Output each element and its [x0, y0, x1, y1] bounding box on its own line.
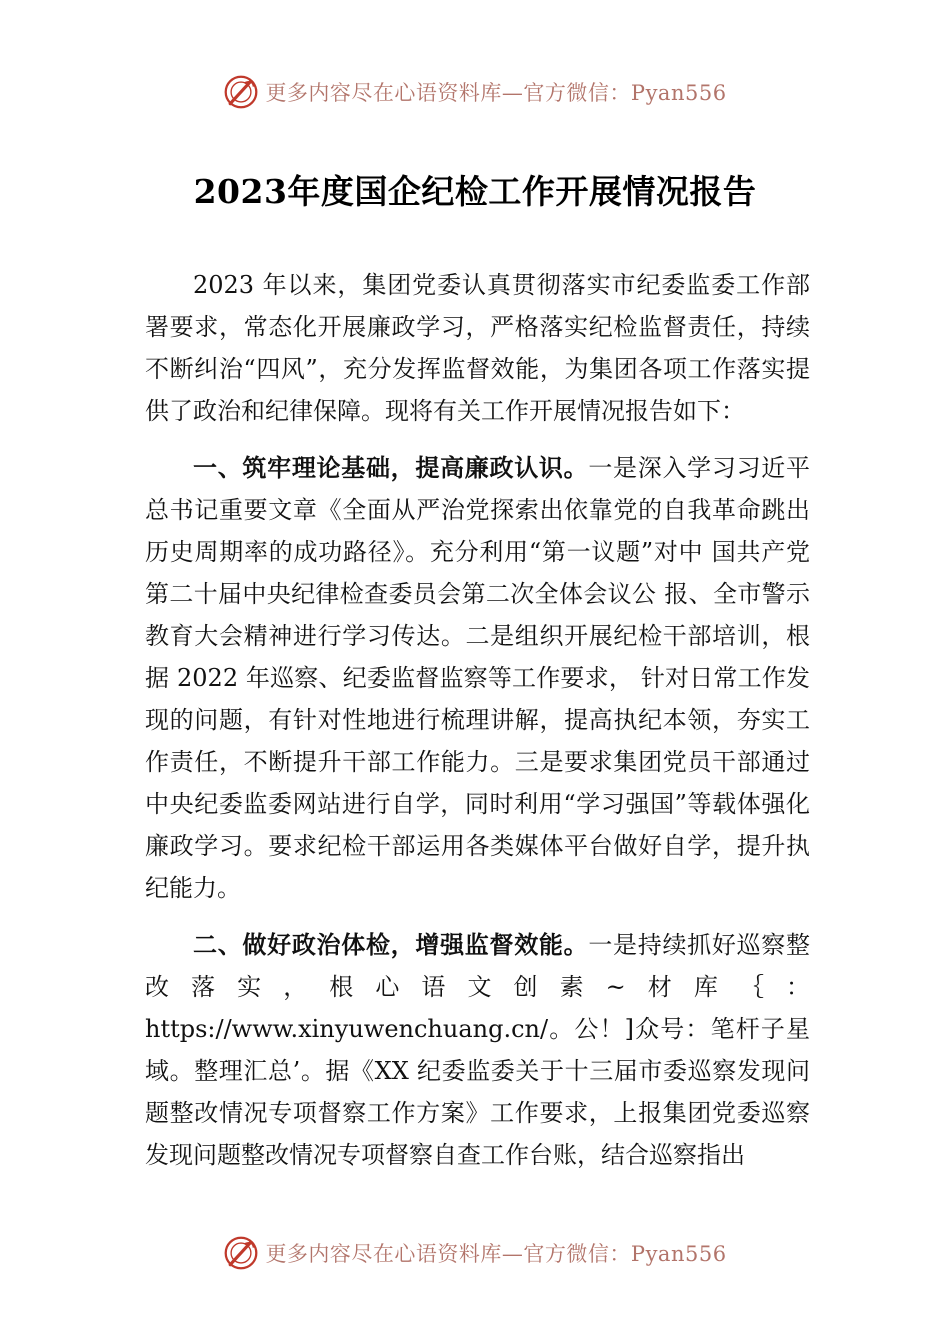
paragraph-section-1 [145, 447, 810, 909]
section-heading: 二、做好政治体检，增强监督效能。 [193, 931, 589, 959]
section-heading: 一、筑牢理论基础，提高廉政认识。 [193, 454, 589, 482]
banner-text: 更多内容尽在心语资料库—官方微信：Pyan556 [265, 1242, 727, 1266]
document-body [145, 264, 810, 1176]
header-banner [0, 70, 950, 114]
paragraph-section-2 [145, 924, 810, 1176]
logo-icon [223, 74, 259, 110]
document-title: 2023年度国企纪检工作开展情况报告 [193, 172, 757, 211]
paragraph-text: 2023 年以来，集团党委认真贯彻落实市纪委监委工作部署要求，常态化开展廉政学习，严格落实纪检监督责任，持续不断纠治“四风”，充分发挥监督效能，为集团各项工作落实提供了政治和纪律保障。现将有关工作开展情况报告如下： [145, 271, 810, 425]
logo-icon [223, 1235, 259, 1271]
paragraph-text: 一是深入学习习近平总书记重要文章《全面从严治党探索出依靠党的自我革命跳出历史周期率的成功路径》。充分利用“第一议题”对中 国共产党第二十届中央纪律检查委员会第二次全体会议公 报、全市警示教育大会精神进行学习传达。二是组织开展纪检干部培训，根据 2022 年巡察、纪委监督监察等工作要求， 针对日常工作发现的问题，有针对性地进行梳理讲解，提高执纪本领，夯实工作责任，不断提升干部工作能力。三是要求集团党员干部通过中央纪委监委网站进行自学，同时利用“学习强国”等载体强化廉政学习。要求纪检干部运用各类媒体平台做好自学，提升执纪能力。 [145, 454, 811, 902]
paragraph-text: 一是持续抓好巡察整改落实，根心语文创素~材库｛：https://www.xinyuwenchuang.cn/。公！]众号：笔杆子星域。整理汇总’。据《XX 纪委监委关于十三届市委巡察发现问题整改情况专项督察工作方案》工作要求，上报集团党委巡察发现问题整改情况专项督察自查工作台账，结合巡察指出 [145, 931, 811, 1169]
footer-banner [0, 1231, 950, 1275]
paragraph-intro [145, 264, 810, 432]
banner-text: 更多内容尽在心语资料库—官方微信：Pyan556 [265, 81, 727, 105]
